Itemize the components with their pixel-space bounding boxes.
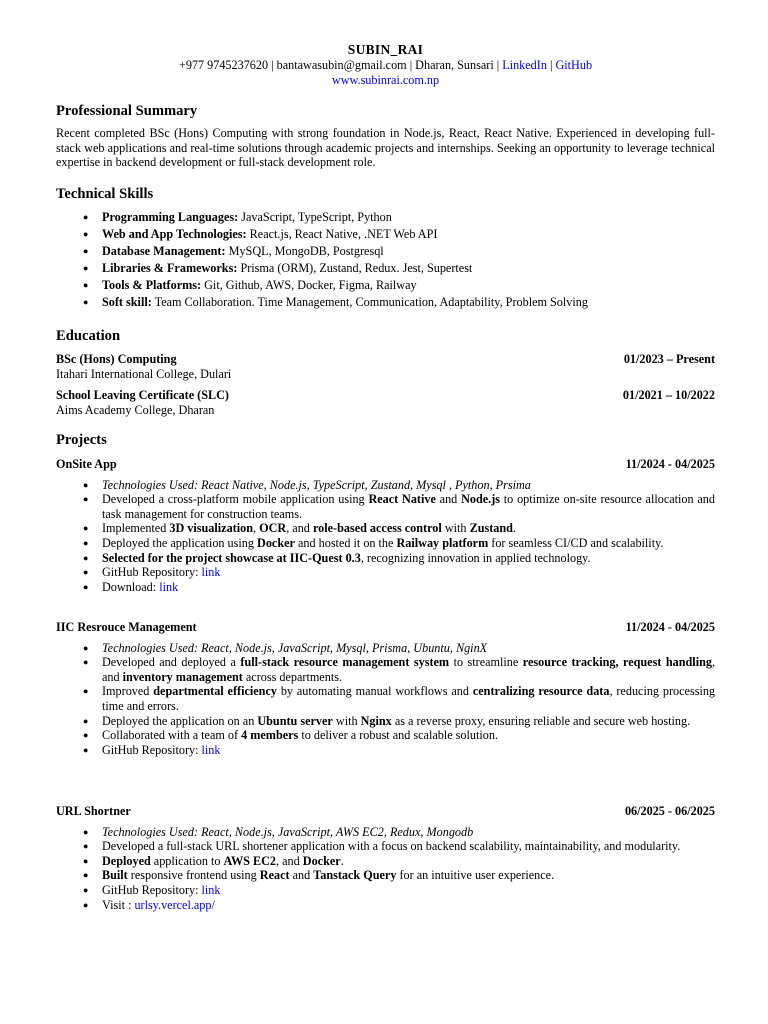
text: , and bbox=[102, 655, 715, 684]
bold-text: Ubuntu server bbox=[257, 713, 333, 728]
list-item bbox=[56, 684, 715, 713]
bold-text: centralizing resource data bbox=[472, 684, 610, 699]
bullet-icon: ● bbox=[83, 537, 89, 548]
bullet-icon: ● bbox=[83, 855, 89, 866]
bullet-icon: ● bbox=[83, 523, 89, 534]
skill-label: Tools & Platforms: bbox=[102, 278, 202, 292]
text: and bbox=[289, 868, 314, 883]
bullet-icon: ● bbox=[83, 581, 89, 592]
list-item bbox=[56, 868, 715, 883]
skill-item bbox=[56, 209, 715, 226]
text: to optimize on-site resource allocation and task management for construction teams. bbox=[102, 492, 715, 521]
project-dates: 11/2024 - 04/2025 bbox=[625, 457, 715, 471]
education-entry bbox=[56, 388, 715, 417]
bold-text: Docker bbox=[257, 535, 295, 550]
bullet-icon: ● bbox=[83, 899, 89, 910]
skill-item bbox=[56, 294, 715, 311]
project-dates: 11/2024 - 04/2025 bbox=[625, 620, 715, 634]
degree-dates: 01/2021 – 10/2022 bbox=[622, 388, 715, 403]
skill-value: Git, Github, AWS, Docker, Figma, Railway bbox=[201, 278, 417, 292]
text: to deliver a robust and scalable solution. bbox=[298, 728, 499, 743]
bold-text: role-based access control bbox=[312, 521, 442, 536]
education-section bbox=[56, 328, 715, 423]
bold-text: 4 members bbox=[241, 728, 299, 743]
text: , and bbox=[276, 853, 303, 868]
education-title: Education bbox=[56, 328, 121, 344]
text: by automating manual workflows and bbox=[276, 684, 473, 699]
bold-text: resource tracking, request handling bbox=[522, 655, 712, 670]
bold-text: Nginx bbox=[360, 713, 392, 728]
text: Deployed the application using bbox=[102, 535, 258, 550]
list-item bbox=[56, 492, 715, 521]
text: Implemented bbox=[102, 521, 170, 536]
bullet-icon: ● bbox=[83, 494, 89, 505]
contact-details: +977 9745237620 | bantawasubin@gmail.com | Dharan, Sunsari | bbox=[178, 58, 500, 72]
list-item bbox=[56, 898, 715, 913]
bullet-icon: ● bbox=[83, 686, 89, 697]
text: Developed and deployed a bbox=[102, 655, 241, 670]
bullet-icon: ● bbox=[83, 826, 89, 837]
candidate-name: SUBIN_RAI bbox=[347, 42, 424, 57]
summary-section bbox=[56, 103, 715, 170]
summary-text: Recent completed BSc (Hons) Computing with strong foundation in Node.js, React, React Native. Experienced in developing full-stack web applications and real-time solutions through academic projects and internships. Seeking an opportunity to leverage technical expertise in backend development or full-stack development role. bbox=[56, 126, 715, 170]
skill-value: JavaScript, TypeScript, Python bbox=[238, 210, 392, 224]
bullet-icon: ● bbox=[83, 744, 89, 755]
repo-label: GitHub Repository: bbox=[102, 882, 202, 897]
website-line bbox=[56, 73, 715, 88]
project-header bbox=[56, 620, 715, 635]
skill-label: Web and App Technologies: bbox=[102, 227, 247, 241]
skill-item bbox=[56, 226, 715, 243]
skill-item bbox=[56, 277, 715, 294]
text: for an intuitive user experience. bbox=[396, 868, 555, 883]
skill-label: Soft skill: bbox=[102, 295, 152, 309]
github-repo-link[interactable]: link bbox=[201, 565, 221, 580]
degree-name: BSc (Hons) Computing bbox=[56, 352, 177, 366]
skill-value: Prisma (ORM), Zustand, Redux. Jest, Supertest bbox=[237, 261, 473, 275]
text: , reducing processing time and errors. bbox=[102, 684, 716, 713]
bold-text: Selected for the project showcase at IIC-Quest 0.3 bbox=[102, 550, 361, 565]
list-item bbox=[56, 728, 715, 743]
list-item bbox=[56, 565, 715, 580]
download-label: Download: bbox=[102, 579, 160, 594]
bullet-icon: ● bbox=[83, 479, 89, 490]
bullet-icon: ● bbox=[83, 552, 89, 563]
education-entry bbox=[56, 352, 715, 381]
project-bullets bbox=[56, 478, 715, 595]
bold-text: departmental efficiency bbox=[153, 684, 277, 699]
skill-label: Programming Languages: bbox=[102, 210, 239, 224]
skill-label: Database Management: bbox=[102, 244, 226, 258]
bullet-icon: ● bbox=[83, 263, 89, 273]
school-name: Aims Academy College, Dharan bbox=[56, 402, 215, 417]
repo-label: GitHub Repository: bbox=[102, 565, 202, 580]
resume-header bbox=[56, 41, 715, 87]
bullet-icon: ● bbox=[83, 642, 89, 653]
skill-value: Team Collaboration. Time Management, Communication, Adaptability, Problem Solving bbox=[151, 295, 588, 309]
bold-text: React bbox=[259, 868, 290, 883]
bullet-icon: ● bbox=[83, 246, 89, 256]
list-item bbox=[56, 655, 715, 684]
contact-line bbox=[56, 58, 715, 73]
text: Developed a cross-platform mobile application using bbox=[102, 492, 369, 507]
project-bullets bbox=[56, 825, 715, 913]
text: for seamless CI/CD and scalability. bbox=[488, 535, 664, 550]
bold-text: Deployed bbox=[102, 853, 151, 868]
project-bullets bbox=[56, 641, 715, 758]
tech-used: Technologies Used: React, Node.js, JavaScript, AWS EC2, Redux, Mongodb bbox=[102, 824, 474, 839]
projects-section bbox=[56, 432, 715, 455]
text: with bbox=[332, 713, 361, 728]
bullet-icon: ● bbox=[83, 297, 89, 307]
text: across departments. bbox=[242, 669, 342, 684]
list-item bbox=[56, 743, 715, 758]
linkedin-link[interactable]: LinkedIn bbox=[502, 58, 547, 72]
text: application to bbox=[150, 853, 224, 868]
list-item bbox=[56, 714, 715, 729]
project-name: URL Shortner bbox=[56, 804, 131, 818]
bold-text: OCR bbox=[259, 521, 287, 536]
text: Improved bbox=[102, 684, 154, 699]
skills-list bbox=[56, 209, 715, 311]
contact-separator: | bbox=[549, 58, 553, 72]
project-onsite bbox=[56, 457, 715, 594]
bullet-icon: ● bbox=[83, 884, 89, 895]
skill-value: React.js, React Native, .NET Web API bbox=[246, 227, 438, 241]
text: with bbox=[441, 521, 470, 536]
bold-text: Railway platform bbox=[396, 535, 489, 550]
bullet-icon: ● bbox=[83, 657, 89, 668]
bullet-icon: ● bbox=[83, 280, 89, 290]
bullet-icon: ● bbox=[83, 841, 89, 852]
degree-name: School Leaving Certificate (SLC) bbox=[56, 388, 229, 403]
bold-text: AWS EC2 bbox=[223, 853, 277, 868]
tech-used: Technologies Used: React Native, Node.js, TypeScript, Zustand, Mysql , Python, Prsima bbox=[102, 477, 531, 492]
text: as a reverse proxy, ensuring reliable and secure web hosting. bbox=[391, 713, 691, 728]
bold-text: 3D visualization bbox=[169, 521, 253, 536]
text: responsive frontend using bbox=[127, 868, 260, 883]
projects-title: Projects bbox=[56, 432, 107, 448]
bold-text: Built bbox=[102, 868, 128, 883]
list-item bbox=[56, 854, 715, 869]
list-item bbox=[56, 839, 715, 854]
bold-text: inventory management bbox=[122, 669, 243, 684]
school-name: Itahari International College, Dulari bbox=[56, 366, 232, 381]
project-name: OnSite App bbox=[56, 457, 117, 471]
project-url-shortner bbox=[56, 804, 715, 912]
skills-section bbox=[56, 186, 715, 311]
repo-label: GitHub Repository: bbox=[102, 742, 202, 757]
download-link[interactable]: link bbox=[159, 579, 179, 594]
text: . bbox=[340, 853, 344, 868]
bold-text: Node.js bbox=[461, 492, 500, 507]
bullet-icon: ● bbox=[83, 212, 89, 222]
text: and hosted it on the bbox=[294, 535, 397, 550]
bullet-icon: ● bbox=[83, 730, 89, 741]
summary-title: Professional Summary bbox=[56, 103, 198, 119]
github-repo-link[interactable]: link bbox=[201, 742, 221, 757]
bold-text: React Native bbox=[368, 492, 436, 507]
project-iic bbox=[56, 620, 715, 757]
bold-text: full-stack resource management system bbox=[240, 655, 450, 670]
text: , bbox=[253, 521, 260, 536]
visit-site-link[interactable]: urlsy.vercel.app/ bbox=[134, 897, 215, 912]
list-item bbox=[56, 883, 715, 898]
bullet-icon: ● bbox=[83, 870, 89, 881]
list-item bbox=[56, 825, 715, 840]
list-item bbox=[56, 478, 715, 493]
project-header bbox=[56, 457, 715, 472]
list-item bbox=[56, 551, 715, 566]
bullet-icon: ● bbox=[83, 567, 89, 578]
text: Developed a full-stack URL shortener application with a focus on backend scalability, maintainability, and modularity. bbox=[102, 839, 681, 854]
visit-label: Visit : bbox=[102, 897, 135, 912]
bullet-icon: ● bbox=[83, 229, 89, 239]
github-link[interactable]: GitHub bbox=[555, 58, 593, 72]
text: to streamline bbox=[449, 655, 523, 670]
list-item bbox=[56, 521, 715, 536]
skill-value: MySQL, MongoDB, Postgresql bbox=[225, 244, 384, 258]
skills-title: Technical Skills bbox=[56, 186, 154, 202]
list-item bbox=[56, 580, 715, 595]
text: , recognizing innovation in applied technology. bbox=[360, 550, 591, 565]
education-entry-head bbox=[56, 388, 715, 403]
bold-text: Tanstack Query bbox=[313, 868, 397, 883]
skill-item bbox=[56, 260, 715, 277]
degree-dates: 01/2023 – Present bbox=[623, 352, 715, 366]
education-entry-head bbox=[56, 352, 715, 367]
list-item bbox=[56, 536, 715, 551]
project-dates: 06/2025 - 06/2025 bbox=[624, 804, 715, 818]
skill-item bbox=[56, 243, 715, 260]
bold-text: Zustand bbox=[469, 521, 513, 536]
text: Collaborated with a team of bbox=[102, 728, 242, 743]
github-repo-link[interactable]: link bbox=[201, 882, 221, 897]
project-name: IIC Resrouce Management bbox=[56, 620, 197, 634]
project-header bbox=[56, 804, 715, 819]
text: . bbox=[512, 521, 516, 536]
tech-used: Technologies Used: React, Node.js, JavaScript, Mysql, Prisma, Ubuntu, NginX bbox=[102, 640, 488, 655]
list-item bbox=[56, 641, 715, 656]
skill-label: Libraries & Frameworks: bbox=[102, 261, 238, 275]
text: , and bbox=[286, 521, 313, 536]
text: and bbox=[435, 492, 462, 507]
bold-text: Docker bbox=[302, 853, 341, 868]
website-link[interactable]: www.subinrai.com.np bbox=[331, 72, 440, 87]
text: Deployed the application on an bbox=[102, 713, 258, 728]
bullet-icon: ● bbox=[83, 715, 89, 726]
